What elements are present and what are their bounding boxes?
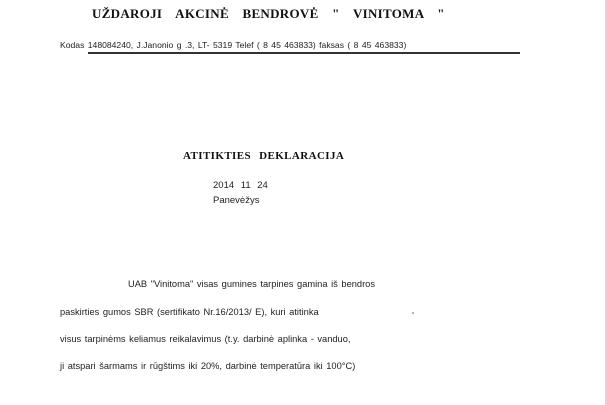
document-city: Panevėžys: [213, 195, 260, 206]
body-line-4: ji atspari šarmams ir rūgštims iki 20%, darbinė temperatūra iki 100°C): [60, 361, 356, 371]
company-name: UŽDAROJI AKCINĖ BENDROVĖ " VINITOMA ": [92, 6, 445, 21]
header-divider: [88, 52, 520, 54]
document-date: 2014 11 24: [213, 180, 268, 191]
body-line-3: visus tarpinėms keliamus reikalavimus (t.y. darbinė aplinka - vanduo,: [60, 334, 351, 344]
company-contact-line: Kodas 148084240, J.Janonio g .3, LT- 5319 Telef ( 8 45 463833) faksas ( 8 45 463833): [60, 40, 407, 50]
body-line-2: paskirties gumos SBR (sertifikato Nr.16/2013/ E), kuri atitinka: [60, 307, 319, 317]
body-line-1: UAB "Vinitoma" visas gumines tarpines gamina iš bendros: [128, 279, 375, 289]
scan-speck: [412, 312, 414, 314]
document-title: ATITIKTIES DEKLARACIJA: [183, 150, 345, 162]
